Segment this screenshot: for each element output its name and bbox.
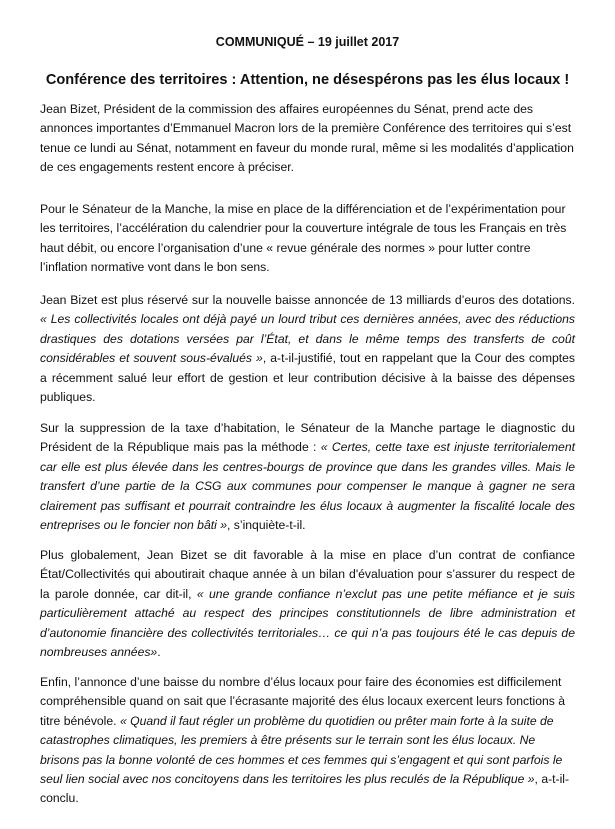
paragraph-1-text: Jean Bizet, Président de la commission des affaires européennes du Sénat, prend acte des annonces importantes d’Emmanuel Macron lors de la première Conférence des territoires qui s’est tenue ce lundi au Sénat, notamment en faveur du monde rural, même si les modalités d’application de ces engagements restent encore à préciser. [40,102,574,175]
paragraph-4-quote: « Certes, cette taxe est injuste territorialement car elle est plus élevée dans les centres-bourgs de province que dans les grandes villes. Mais le transfert d’une partie de la CSG aux communes pour compenser le manque à gagner ne sera clairement pas suffisant et pourrait contraindre les élus locaux à augmenter la fiscalité locale des entreprises ou le foncier non bâti » [40,440,575,533]
paragraph-2-text: Pour le Sénateur de la Manche, la mise en place de la différenciation et de l’expérimentation pour les territoires, l’accélération du calendrier pour la couverture intégrale de tous les Français en très haut débit, ou encore l’organisation d’une « revue générale des normes » pour lutter contre l’inflation normative vont dans le bon sens. [40,202,567,275]
paragraph-3-intro: Jean Bizet est plus réservé sur la nouvelle baisse annoncée de 13 milliards d’euros des dotations. [40,293,575,307]
paragraph-3-quote: « Les collectivités locales ont déjà payé un lourd tribut ces dernières années, avec des réductions drastiques des dotations versées par l’État, et dans le même temps des transferts de coût considérables et souvent sous-évalués » [40,312,575,366]
paragraph-3-outro: , a-t-il-justifié, tout en rappelant que la Cour des comptes a récemment salué leur effort de gestion et leur contribution décisive à la baisse des dépenses publiques. [40,351,576,405]
paragraph-4 [40,419,575,535]
paragraph-3 [40,291,575,407]
document-header: COMMUNIQUÉ – 19 juillet 2017 [215,35,400,49]
paragraph-2 [40,200,575,278]
paragraph-5-quote: « une grande confiance n’exclut pas une petite méfiance et je suis particulièrement attaché au respect des principes constitutionnels de libre administration et d’autonomie financière des collectivités territoriales… ce qui n’a pas toujours été le cas depuis de nombreuses années» [40,586,575,660]
paragraph-5-intro: Plus globalement, Jean Bizet se dit favorable à la mise en place d’un contrat de confiance État/Collectivités qui aboutirait chaque année à un bilan d'évaluation pour s’assurer du respect de la parole donnée, car dit-il, [40,548,575,601]
paragraph-5 [40,546,575,662]
paragraph-1 [40,100,575,178]
document-title: Conférence des territoires : Attention, ne désespérons pas les élus locaux ! [45,72,570,88]
paragraph-6-quote: « Quand il faut régler un problème du quotidien ou prêter main forte à la suite de catastrophes climatiques, les premiers à être présents sur le terrain sont les élus locaux. Ne brisons pas la bonne volonté de ces hommes et ces femmes qui s’engagent et qui sont parfois le seul lien social avec nos concitoyens dans les territoires les plus reculés de la République » [40,713,563,787]
paragraph-4-outro: , s’inquiète-t-il. [227,518,306,533]
paragraph-4-intro: Sur la suppression de la taxe d’habitation, le Sénateur de la Manche partage le diagnostic du Président de la République mais pas la méthode : [40,421,575,455]
paragraph-5-outro: . [157,645,161,660]
paragraph-6-intro: Enfin, l’annonce d’une baisse du nombre d’élus locaux pour faire des économies est difficilement compréhensible quand on sait que l’écrasante majorité des élus locaux exercent leurs fonctions à titre bénévole. [40,675,566,728]
paragraph-6-outro: , a-t-il-conclu. [40,772,570,806]
paragraph-6 [40,673,575,809]
